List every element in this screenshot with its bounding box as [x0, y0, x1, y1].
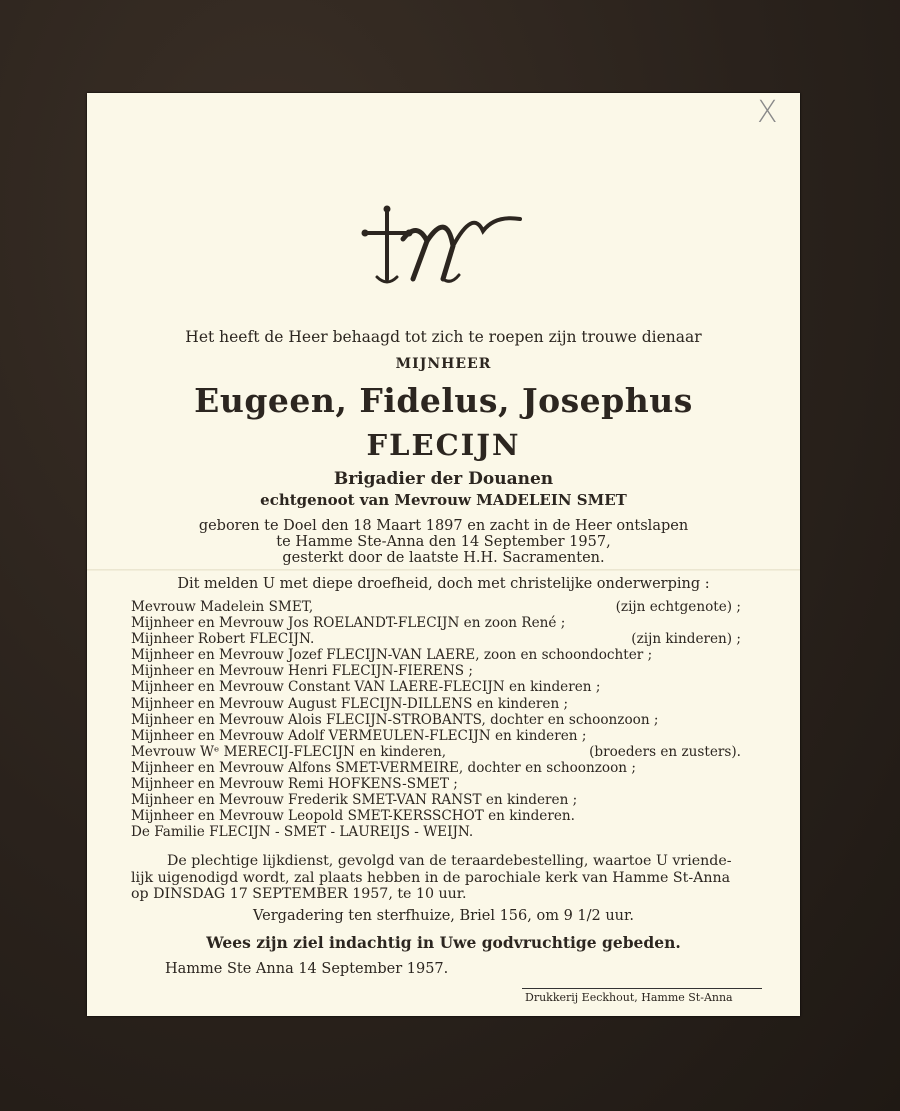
birth-death-line: te Hamme Ste-Anna den 14 September 1957,	[276, 534, 611, 550]
birth-death-block	[87, 518, 800, 566]
list-item: Mevrouw Wᵉ MERECIJ-FLECIJN en kinderen, (broeders en zusters).	[131, 743, 741, 760]
profession: Brigadier der Douanen	[333, 469, 554, 489]
honorific: MIJNHEER	[395, 356, 492, 372]
birth-death-line: gesterkt door de laatste H.H. Sacramenten.	[282, 550, 605, 566]
list-item: Mijnheer en Mevrouw Henri FLECIJN-FIERENS ;	[131, 663, 473, 680]
list-item: Mijnheer en Mevrouw Alfons SMET-VERMEIRE, dochter en schoonzoon ;	[131, 759, 636, 776]
announcement: Dit melden U met diepe droefheid, doch met christelijke onderwerping :	[177, 576, 710, 592]
surname: FLECIJN	[366, 428, 521, 462]
list-item: Mijnheer en Mevrouw Frederik SMET-VAN RANST en kinderen ;	[131, 792, 578, 809]
list-item: Mijnheer en Mevrouw Alois FLECIJN-STROBANTS, dochter en schoonzoon ;	[131, 711, 659, 728]
list-item: Mijnheer en Mevrouw Jos ROELANDT-FLECIJN en zoon René ;	[131, 615, 566, 632]
list-item: Mijnheer en Mevrouw Leopold SMET-KERSSCHOT en kinderen.	[131, 808, 575, 825]
list-item: Mijnheer en Mevrouw Adolf VERMEULEN-FLECIJN en kinderen ;	[131, 727, 587, 744]
pencil-mark: X	[757, 95, 778, 130]
memorial-card	[87, 93, 800, 1016]
list-item: De Familie FLECIJN - SMET - LAUREIJS - WEIJN.	[131, 824, 474, 841]
place-date: Hamme Ste Anna 14 September 1957.	[165, 961, 449, 977]
gathering-line: Vergadering ten sterfhuize, Briel 156, om 9 1/2 uur.	[253, 908, 634, 924]
list-item: Mijnheer en Mevrouw Constant VAN LAERE-FLECIJN en kinderen ;	[131, 679, 601, 696]
relatives-list	[131, 599, 741, 840]
given-names: Eugeen, Fidelus, Josephus	[194, 381, 693, 420]
list-item: Mijnheer en Mevrouw August FLECIJN-DILLENS en kinderen ;	[131, 695, 569, 712]
funeral-paragraph	[131, 853, 763, 903]
printer-credit: Drukkerij Eeckhout, Hamme St-Anna	[525, 991, 733, 1004]
cross-monogram-icon	[355, 201, 525, 291]
list-item: Mevrouw Madelein SMET, (zijn echtgenote) ;	[131, 599, 741, 615]
funeral-line: op DINSDAG 17 SEPTEMBER 1957, te 10 uur.	[131, 886, 467, 902]
fold-crease	[87, 569, 800, 571]
printer-divider	[522, 988, 762, 989]
list-item: Mijnheer en Mevrouw Jozef FLECIJN-VAN LAERE, zoon en schoondochter ;	[131, 647, 653, 664]
intro-line: Het heeft de Heer behaagd tot zich te roepen zijn trouwe dienaar	[185, 328, 702, 346]
prayer-line: Wees zijn ziel indachtig in Uwe godvruchtige gebeden.	[206, 933, 681, 952]
list-item: Mijnheer Robert FLECIJN. (zijn kinderen) ;	[131, 631, 741, 648]
birth-death-line: geboren te Doel den 18 Maart 1897 en zacht in de Heer ontslapen	[198, 518, 689, 534]
list-item: Mijnheer en Mevrouw Remi HOFKENS-SMET ;	[131, 776, 458, 793]
funeral-line: De plechtige lijkdienst, gevolgd van de teraardebestelling, waartoe U vriende-	[167, 853, 732, 869]
spouse-line: echtgenoot van Mevrouw MADELEIN SMET	[260, 491, 627, 509]
funeral-line: lijk uigenodigd wordt, zal plaats hebben in de parochiale kerk van Hamme St-Anna	[131, 869, 731, 886]
